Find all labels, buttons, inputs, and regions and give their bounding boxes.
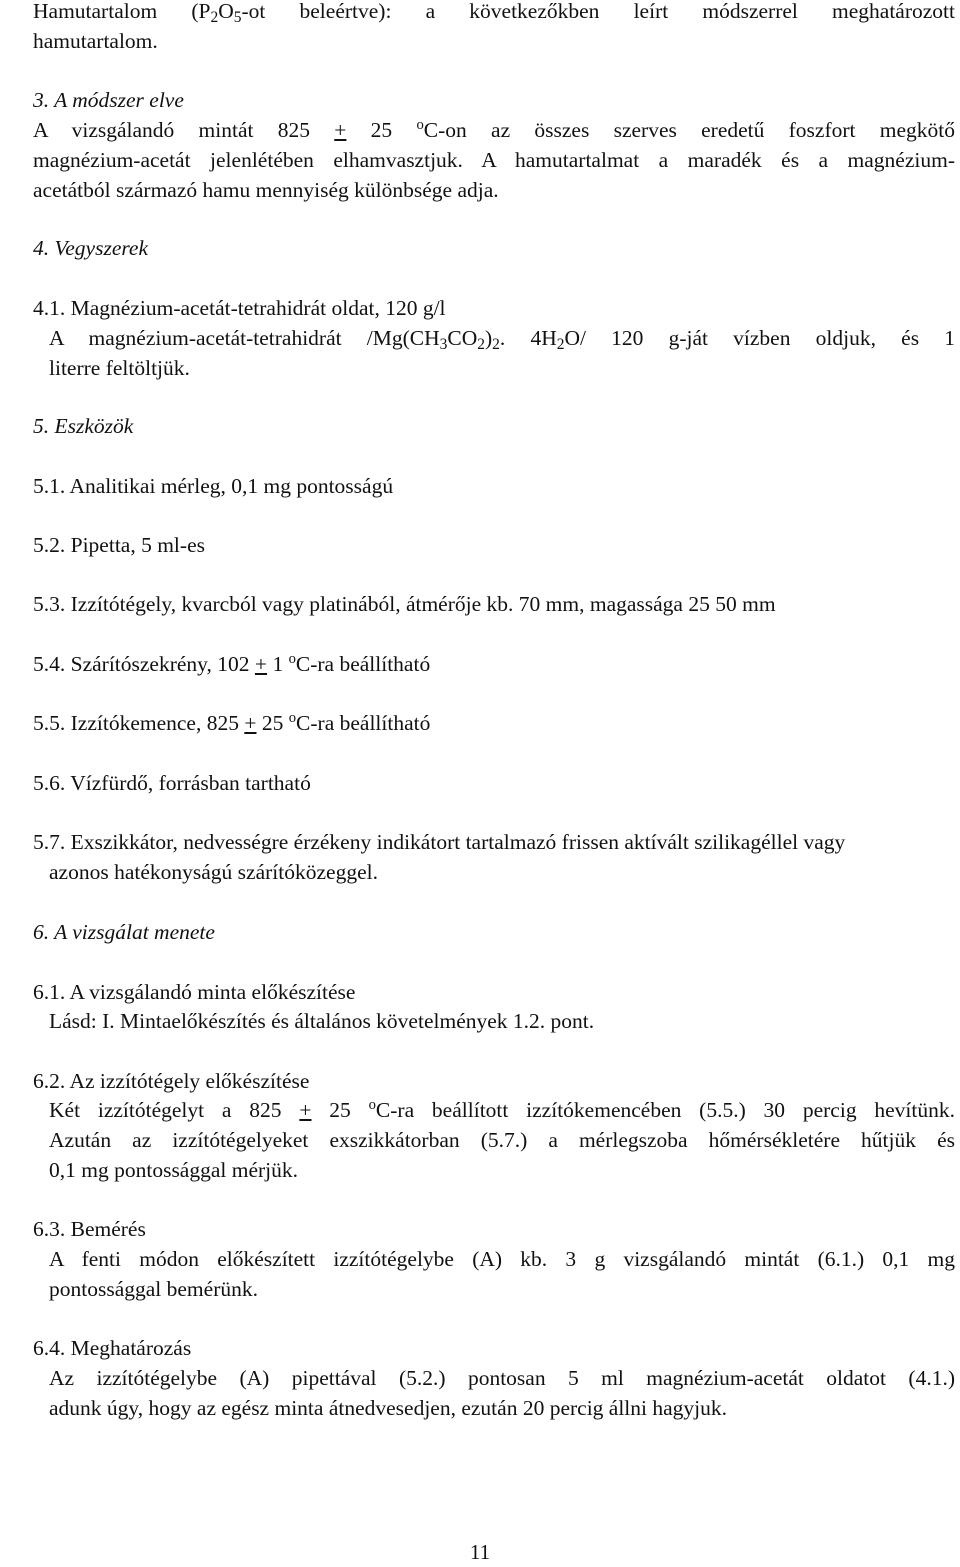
item-5-7-line-1: 5.7. Exszikkátor, nedvességre érzékeny indikátort tartalmazó frissen aktívált szilikagéllel vagy — [33, 830, 846, 854]
intro-paragraph — [33, 0, 955, 56]
section-5-heading: 5. Eszközök — [33, 414, 134, 438]
item-4-1-line-1: A magnézium-acetát-tetrahidrát $/Mg(CH_3CO_2)_2$. $4H_2O/$ 120 g-ját vízben oldjuk, és 1 — [49, 326, 955, 353]
item-6-4-title: 6.4. Meghatározás — [33, 1336, 192, 1360]
item-6-2-title: 6.2. Az izzítótégely előkészítése — [33, 1069, 310, 1093]
item-6-4-line-1: Az izzítótégelybe (A) pipettával (5.2.) pontosan 5 ml magnézium-acetát oldatot (4.1.) — [49, 1366, 955, 1390]
item-6-3-line-1: A fenti módon előkészített izzítótégelybe (A) kb. 3 g vizsgálandó mintát (6.1.) 0,1 mg — [49, 1247, 955, 1271]
section-3-line-3: acetátból származó hamu mennyiség különbsége adja. — [33, 178, 499, 202]
item-5-1: 5.1. Analitikai mérleg, 0,1 mg pontosságú — [33, 474, 394, 498]
item-6-2-line-3: 0,1 mg pontossággal mérjük. — [49, 1158, 299, 1182]
item-4-1-title: 4.1. Magnézium-acetát-tetrahidrát oldat, 120 g/l — [33, 296, 446, 320]
item-6-3-title: 6.3. Bemérés — [33, 1217, 146, 1241]
section-3-paragraph — [33, 115, 955, 205]
item-5-7 — [33, 827, 955, 857]
item-6-4-line-2: adunk úgy, hogy az egész minta átnedvesedjen, ezután 20 percig állni hagyjuk. — [49, 1396, 728, 1420]
section-3-heading: 3. A módszer elve — [33, 88, 184, 112]
section-4-heading: 4. Vegyszerek — [33, 236, 149, 260]
item-5-3: 5.3. Izzítótégely, kvarcból vagy platinából, átmérője kb. 70 mm, magassága 25 50 mm — [33, 592, 776, 616]
item-6-2-line-1: Két izzítótégelyt a 825 + 25 $^o$C-ra beállított izzítókemencében (5.5.) 30 percig hevítünk. — [49, 1096, 955, 1122]
item-6-1-title: 6.1. A vizsgálandó minta előkészítése — [33, 980, 356, 1004]
item-6-3-line-2: pontossággal bemérünk. — [49, 1277, 258, 1301]
item-4-1-body — [49, 323, 955, 383]
item-6-2-line-2: Azután az izzítótégelyeket exszikkátorban (5.7.) a mérlegszoba hőmérsékletére hűtjük és — [49, 1128, 955, 1152]
intro-line-2: hamutartalom. — [33, 29, 158, 53]
section-3-line-2: magnézium-acetát jelenlétében elhamvasztjuk. A hamutartalmat a maradék és a magnézium- — [33, 148, 955, 172]
item-6-3-body — [49, 1244, 955, 1304]
item-5-7-line-2: azonos hatékonyságú szárítóközeggel. — [49, 860, 378, 884]
page-number: 11 — [469, 1540, 491, 1564]
section-3-line-1: A vizsgálandó mintát 825 + 25 $^o$C-on az összes szerves eredetű foszfort megkötő — [33, 116, 956, 142]
item-5-6: 5.6. Vízfürdő, forrásban tartható — [33, 771, 311, 795]
item-5-4: 5.4. Szárítószekrény, 102 + 1 $^o$C-ra beállítható — [33, 650, 431, 676]
section-6-heading: 6. A vizsgálat menete — [33, 920, 215, 944]
item-6-2-body — [49, 1095, 955, 1185]
item-5-5: 5.5. Izzítókemence, 825 + 25 $^o$C-ra beállítható — [33, 709, 431, 735]
item-4-1-line-2: literre feltöltjük. — [49, 356, 190, 380]
item-6-1-body: Lásd: I. Mintaelőkészítés és általános követelmények 1.2. pont. — [49, 1009, 595, 1033]
item-6-4-body — [49, 1363, 955, 1423]
intro-line-1: Hamutartalom ($P_2O_5-ot$ beleértve): a következőkben leírt módszerrel meghatározott — [33, 0, 955, 26]
item-5-2: 5.2. Pipetta, 5 ml-es — [33, 533, 205, 557]
